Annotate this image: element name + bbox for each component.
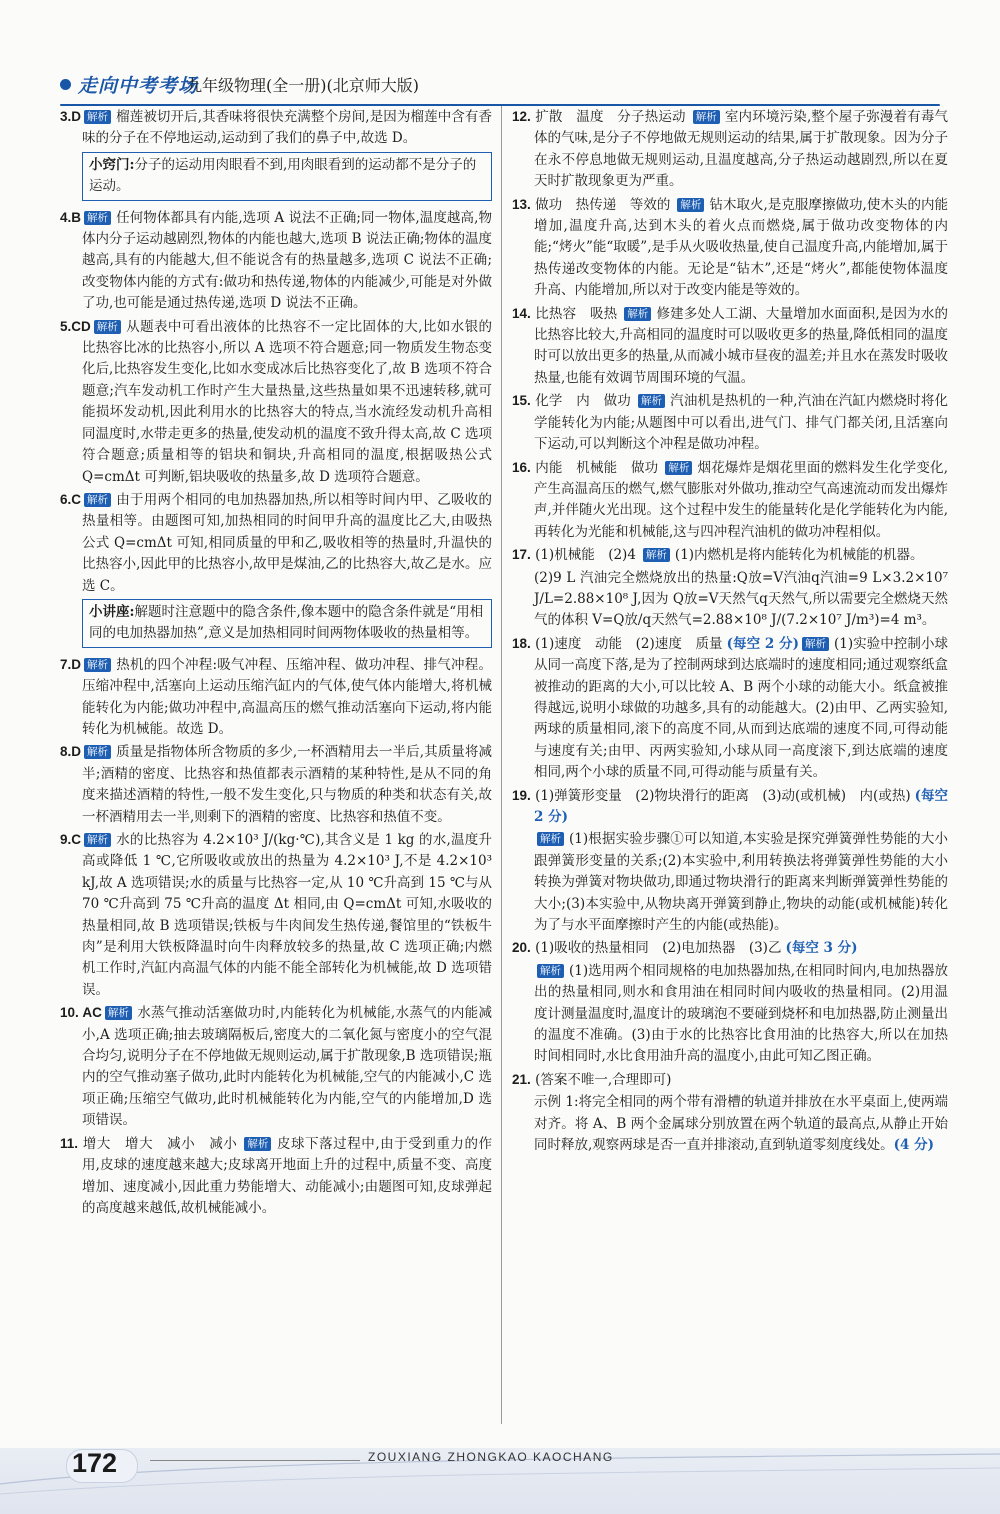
- column-divider: [501, 106, 502, 1424]
- answer-text: (1)根据实验步骤①可以知道,本实验是探究弹簧弹性势能的大小跟弹簧形变量的关系;(2)本实验中,利用转换法将弹簧弹性势能的大小转换为弹簧对物块做功,即通过物块滑行的距离来判断弹簧弹性势能的大小;(3)本实验中,从物块离开弹簧到静止,物块的动能(或机械能)转化为了与水平面摩擦时产生的内能(或热能)。: [534, 831, 948, 934]
- answer-text: 示例 1:将完全相同的两个带有滑槽的轨道并排放在水平桌面上,使两端对齐。将 A、B 两个金属球分别放置在两个轨道的最高点,从静止开始同时释放,观察两球是否一直并排滚动,直到轨道零刻度线处。: [534, 1094, 948, 1154]
- answer-item: [512, 457, 948, 544]
- answer-continuation: [512, 829, 948, 936]
- footer-curve: [0, 1424, 1000, 1514]
- series-title: 走向中考考场: [78, 75, 199, 97]
- question-number: 20.: [512, 940, 531, 956]
- answer-key: (答案不唯一,合理即可): [530, 1071, 672, 1088]
- answer-item: [512, 303, 948, 390]
- question-number: 17.: [512, 547, 531, 563]
- question-number: 6.C: [60, 491, 82, 507]
- analysis-badge: 解析: [84, 493, 111, 507]
- score-note: (每空 2 分): [534, 787, 949, 825]
- answer-continuation: [512, 961, 948, 1068]
- question-number: 16.: [512, 459, 531, 475]
- answer-text: 任何物体都具有内能,选项 A 说法不正确;同一物体,温度越高,物体内分子运动越剧烈,物体的内能也越大,选项 B 说法正确;物体的温度越高,具有的内能越大,但不能说含有的热量越多,选项 C 说法不正确;改变物体内能的方式有:做功和热传递,物体的内能减少,可能是对外做了功,也可能是通过热传递,选项 D 说法不正确。: [82, 209, 492, 312]
- question-number: 14.: [512, 305, 531, 321]
- answer-text: 榴莲被切开后,其香味将很快充满整个房间,是因为榴莲中含有香味的分子在不停地运动,运动到了我们的鼻子中,故选 D。: [82, 109, 492, 147]
- analysis-badge: 解析: [802, 637, 829, 651]
- tip-box: [82, 599, 492, 648]
- analysis-badge: 解析: [94, 320, 121, 334]
- answer-text: 水蒸气推动活塞做功时,内能转化为机械能,水蒸气的内能减小,A 选项正确;抽去玻璃隔板后,密度大的二氧化氮与密度小的空气混合均匀,说明分子在不停地做无规则运动,属于扩散现象,B 选项错误;瓶内的空气推动塞子做功,此时内能转化为机械能,空气的内能减小,C 选项正确;压缩空气做功,此时机械能转化为内能,空气的内能增加,D 选项错误。: [82, 1005, 492, 1129]
- answer-item: [512, 194, 948, 302]
- answer-item: [512, 937, 948, 959]
- bullet-icon: [60, 79, 71, 90]
- answer-key: 增大 增大 减小 减小: [78, 1135, 238, 1152]
- tip-box: [82, 152, 492, 201]
- answer-text: 汽油机是热机的一种,汽油在汽缸内燃烧时将化学能转化为内能;从题图中可以看出,进气门、排气门都关闭,且活塞向下运动,可以判断这个冲程是做功冲程。: [534, 393, 949, 453]
- answer-item: [60, 489, 492, 597]
- answer-key: 化学 内 做功: [530, 393, 631, 410]
- question-number: 18.: [512, 635, 531, 651]
- answer-key: (1)速度 动能 (2)速度 质量: [530, 635, 723, 652]
- answer-text: 皮球下落过程中,由于受到重力的作用,皮球的速度越来越大;皮球离开地面上升的过程中,质量不变、高度增加、速度减小,因此重力势能增大、动能减小;由题图可知,皮球弹起的高度越来越低,故机械能减小。: [82, 1135, 492, 1216]
- answer-item: [60, 316, 492, 488]
- analysis-badge: 解析: [84, 658, 111, 672]
- answer-text: 水的比热容为 4.2×10³ J/(kg·℃),其含义是 1 kg 的水,温度升高或降低 1 ℃,它所吸收或放出的热量为 4.2×10³ J,不是 4.2×10³ kJ,故 A 选项错误;水的质量与比热容一定,从 10 ℃升高到 15 ℃与从 70 ℃升高到 75 ℃升高的温度 Δt 相同,由 Q=cmΔt 可知,水吸收的热量相同,故 B 选项错误;铁板与牛肉间发生热传递,餐馆里的“铁板牛肉”是利用大铁板降温时向牛肉释放较多的热量,故 C 选项正确;内燃机工作时,汽缸内高温气体的内能不能全部转化为机械能,故 D 选项错误。: [82, 832, 492, 998]
- answer-text: (1)实验中控制小球从同一高度下落,是为了控制两球到达底端时的速度相同;通过观察纸盒被推动的距离的大小,可以比较 A、B 两个小球的动能大小。纸盒被推得越远,说明小球做的功越多,具有的动能越大。(2)由甲、乙两实验知,两球的质量相同,滚下的高度不同,从而到达底端的速度不同,可得动能与速度有关;由甲、丙两实验知,小球从同一高度滚下,到达底端的速度相同,两个小球的质量不同,可得动能与质量有关。: [534, 635, 949, 781]
- answer-text: 钻木取火,是克服摩擦做功,使木头的内能增加,温度升高,达到木头的着火点而燃烧,属于做功改变物体的内能;“烤火”能“取暖”,是手从火吸收热量,使自己温度升高,内能增加,属于热传递改变物体的内能。无论是“钻木”,还是“烤火”,都能使物体温度升高、内能增加,所以对于改变内能是等效的。: [534, 196, 948, 299]
- answer-item: [60, 1133, 492, 1220]
- book-title: 九年级物理(全一册)(北京师大版): [186, 76, 419, 95]
- tip-text: 分子的运动用肉眼看不到,用肉眼看到的运动都不是分子的运动。: [89, 156, 477, 195]
- question-number: 4.B: [60, 209, 82, 225]
- answer-key: 比热容 吸热: [530, 305, 618, 322]
- score-note: (每空 2 分): [726, 635, 799, 652]
- answer-item: [60, 207, 492, 315]
- question-number: 8.D: [60, 744, 82, 760]
- answer-text: (1)选用两个相同规格的电加热器加热,在相同时间内,电加热器放出的热量相同,则水和食用油在相同时间内吸收的热量相同。(2)用温度计测量温度时,温度计的玻璃泡不要碰到烧杯和电加热器,防止测量出的温度不准确。(3)由于水的比热容比食用油的比热容大,所以在加热时间相同时,水比食用油升高的温度小,由此可知乙图正确。: [534, 962, 948, 1065]
- answer-key: (1)机械能 (2)4: [530, 547, 636, 564]
- answer-text: 热机的四个冲程:吸气冲程、压缩冲程、做功冲程、排气冲程。压缩冲程中,活塞向上运动压缩汽缸内的气体,使气体内能增大,将机械能转化为内能;做功冲程中,高温高压的燃气推动活塞向下运动,将内能转化为机械能。故选 D。: [82, 656, 492, 737]
- answer-item: [512, 785, 948, 829]
- question-number: 7.D: [60, 656, 82, 672]
- analysis-badge: 解析: [624, 307, 651, 321]
- score-note: (4 分): [893, 1137, 934, 1154]
- analysis-badge: 解析: [638, 394, 665, 408]
- analysis-badge: 解析: [244, 1137, 271, 1151]
- answer-text: 室内环境污染,整个屋子弥漫着有毒气体的气味,是分子不停地做无规则运动的结果,属于扩散现象。因为分子在永不停息地做无规则运动,且温度越高,分子热运动越剧烈,所以在夏天时扩散现象更为严重。: [534, 109, 948, 190]
- question-number: 3.D: [60, 109, 82, 124]
- analysis-badge: 解析: [537, 832, 564, 846]
- answer-item: [512, 106, 948, 193]
- answer-text: (2)9 L 汽油完全燃烧放出的热量:Q放=V汽油q汽油=9 L×3.2×10⁷ J/L=2.88×10⁸ J,因为 Q放=V天然气q天然气,所以需要完全燃烧天然气的体积 V=Q放/q天然气=2.88×10⁸ J/(7.2×10⁷ J/m³)=4 m³。: [534, 569, 948, 629]
- analysis-badge: 解析: [537, 964, 564, 978]
- answer-text: 烟花爆炸是烟花里面的燃料发生化学变化,产生高温高压的燃气,燃气膨胀对外做功,推动空气高速流动而发出爆炸声,并伴随火光出现。这个过程中发生的能量转化是化学能转化为内能,再转化为光能和机械能,这与四冲程汽油机的做功冲程相似。: [534, 459, 948, 540]
- answer-item: [60, 741, 492, 828]
- score-note: (每空 3 分): [785, 940, 858, 957]
- answer-item: [512, 1069, 948, 1091]
- page-header: [60, 70, 940, 106]
- question-number: 15.: [512, 393, 531, 409]
- analysis-badge: 解析: [643, 548, 670, 562]
- answer-text: 修建多处人工湖、大量增加水面面积,是因为水的比热容比较大,升高相同的温度时可以吸收更多的热量,降低相同的温度时可以放出更多的热量,从而减小城市昼夜的温差;并且水在蒸发时吸收热量,也能有效调节周围环境的气温。: [534, 305, 948, 386]
- question-number: 12.: [512, 109, 531, 124]
- answer-item: [512, 390, 948, 455]
- answer-continuation: [512, 568, 948, 632]
- page-number: 172: [72, 1448, 118, 1478]
- answer-key: (1)弹簧形变量 (2)物块滑行的距离 (3)动(或机械) 内(或热): [530, 787, 911, 804]
- tip-title: 小讲座:: [89, 603, 135, 620]
- tip-text: 解题时注意题中的隐含条件,像本题中的隐含条件就是“用相同的电加热器加热”,意义是加热相同时间两物体吸收的热量相等。: [89, 603, 484, 642]
- left-column: [60, 106, 492, 1220]
- answer-text: 质量是指物体所含物质的多少,一杯酒精用去一半后,其质量将减半;酒精的密度、比热容和热值都表示酒精的某种特性,是从不同的角度来描述酒精的特性,一般不发生变化,只与物质的种类和状态有关,故一杯酒精用去一半,则剩下的酒精的密度、比热容和热值不变。: [82, 744, 492, 825]
- analysis-badge: 解析: [84, 833, 111, 847]
- page-footer: [0, 1424, 1000, 1514]
- footer-romanization: ZOUXIANG ZHONGKAO KAOCHANG: [368, 1450, 614, 1464]
- question-number: 9.C: [60, 832, 82, 847]
- answer-item: [512, 633, 948, 784]
- answer-text: (1)内燃机是将内能转化为机械能的机器。: [674, 547, 924, 564]
- answer-item: [512, 544, 948, 566]
- analysis-badge: 解析: [677, 198, 704, 212]
- analysis-badge: 解析: [693, 110, 720, 124]
- answer-item: [60, 1002, 492, 1131]
- analysis-badge: 解析: [84, 745, 111, 759]
- answer-key: 内能 机械能 做功: [530, 459, 659, 476]
- analysis-badge: 解析: [84, 211, 111, 225]
- answer-continuation: [512, 1092, 948, 1156]
- analysis-badge: 解析: [105, 1006, 132, 1020]
- answer-text: 从题表中可看出液体的比热容不一定比固体的大,比如水银的比热容比冰的比热容小,所以 A 选项不符合题意;同一物质发生物态变化后,比热容发生变化,比如水变成冰后比热容变化了,故 B 选项不符合题意;汽车发动机工作时产生大量热量,这些热量如果不迅速转移,就可能损坏发动机,因此利用水的比热容大的特点,当水流经发动机升高相同温度时,水带走更多的热量,使发动机的温度不致升得太高,故 C 选项符合题意;质量相等的铝块和铜块,升高相同的温度,根据吸热公式 Q=cmΔt 可判断,铝块吸收的热量多,故 D 选项符合题意。: [82, 318, 492, 485]
- answer-key: 做功 热传递 等效的: [530, 196, 671, 213]
- tip-title: 小窍门:: [89, 156, 135, 173]
- question-number: 5.CD: [60, 318, 91, 334]
- question-number: 19.: [512, 787, 531, 803]
- answer-key: 扩散 温度 分子热运动: [530, 109, 686, 125]
- answer-key: (1)吸收的热量相同 (2)电加热器 (3)乙: [530, 940, 782, 957]
- question-number: 10. AC: [60, 1005, 102, 1021]
- analysis-badge: 解析: [84, 110, 111, 124]
- answer-item: [60, 829, 492, 1001]
- answer-text: 由于用两个相同的电加热器加热,所以相等时间内甲、乙吸收的热量相等。由题图可知,加热相同的时间甲升高的温度比乙大,由吸热公式 Q=cmΔt 可知,相同质量的甲和乙,吸收相等的热量时,升温快的比热容小,因此甲的比热容小,故甲是煤油,乙的比热容大,故乙是水。应选 C。: [82, 491, 492, 594]
- analysis-badge: 解析: [665, 461, 692, 475]
- answer-item: [60, 654, 492, 741]
- question-number: 21.: [512, 1071, 531, 1087]
- question-number: 13.: [512, 196, 531, 212]
- answer-item: [60, 106, 492, 150]
- question-number: 11.: [60, 1135, 79, 1151]
- right-column: [512, 106, 948, 1158]
- footer-rule: [150, 1460, 360, 1461]
